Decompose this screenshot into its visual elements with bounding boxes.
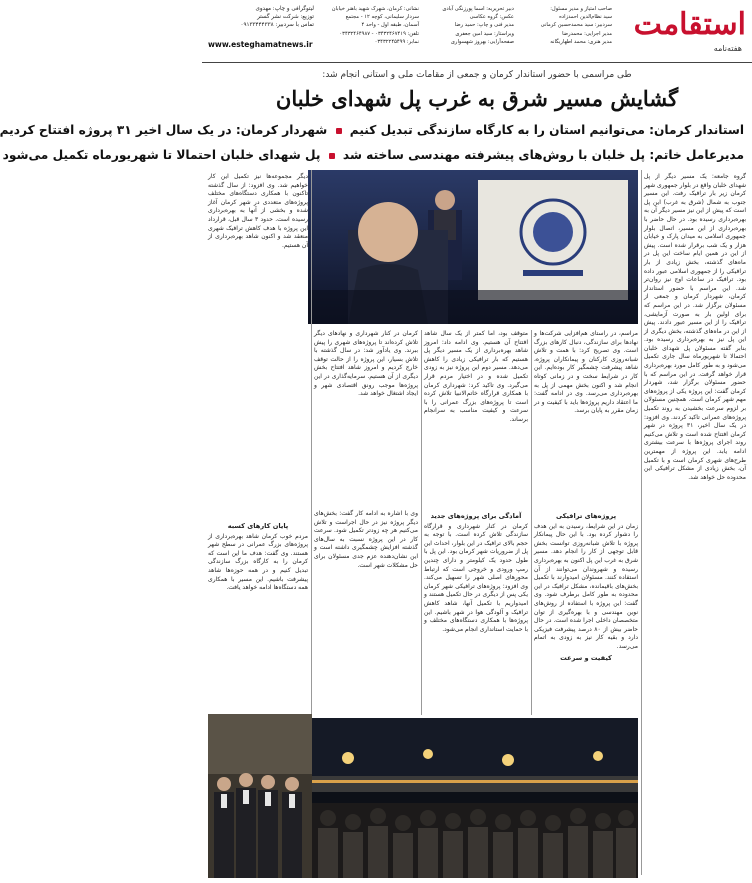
info-line: دبیر تحریریه: اسما پورزنگی آبادی xyxy=(442,6,514,12)
masthead-info-print xyxy=(206,5,314,30)
article-column-5-lower xyxy=(208,520,308,710)
info-line: صاحب امتیاز و مدیر مسئول: xyxy=(550,6,612,12)
article-text: مراسم، در راستای هم‌افزایی شرکت‌ها و نهادها برای سازندگی، دنبال کارهای بزرگ است. وی تصریح کرد: با همت و تلاش شبانه‌روزی کارکنان و پیمانکاران پروژه، شاهد پیشرفت چشمگیر کار بوده‌ایم. این کار در شرایط سخت و در زمانی کوتاه انجام شد و اکنون بخش مهمی از پل به بهره‌برداری می‌رسد. وی در ادامه گفت: ما اعتقاد داریم پروژه‌ها باید با کیفیت و در زمان مقرر به پایان برسد. xyxy=(534,330,638,415)
article-column-4-lower xyxy=(314,510,418,710)
officials-illustration xyxy=(208,714,312,878)
info-line: نشانی: کرمان، شهرک شهید باهنر خیابان xyxy=(331,6,419,12)
info-line: مدیر اجرایی: محمدرضا xyxy=(562,30,612,37)
masthead xyxy=(202,0,752,63)
article-column-3 xyxy=(424,330,528,500)
info-line: ویراستار: سید امین جعفری xyxy=(455,30,514,37)
article-text: مردم خوب کرمان شاهد بهره‌برداری از پروژه‌های بزرگ عمرانی در سطح شهر هستند. وی گفت: هدف ما این است که کرمان را به کارگاه بزرگ سازندگی تبدیل کنیم و در همه حوزه‌ها شاهد پیشرفت باشیم. این مسیر با همکاری همه دستگاه‌ها ادامه خواهد یافت. xyxy=(208,532,308,592)
info-line: لیتوگرافی و چاپ: مهدوی xyxy=(255,6,314,12)
article-column-4 xyxy=(314,330,418,500)
article-column-2 xyxy=(534,330,638,500)
info-line: سید نظام‌الدین احمدزاده xyxy=(559,14,612,21)
masthead-info-staff xyxy=(424,5,514,46)
red-bullet-icon xyxy=(336,128,342,134)
night-crowd-illustration xyxy=(308,718,638,878)
info-line: صفحه‌آرایی: بهروز شهسواری xyxy=(450,38,514,45)
subheadline-governor[interactable]: استاندار کرمان: می‌توانیم استان را به کارگاه سازندگی تبدیل کنیم xyxy=(349,123,744,137)
column-divider xyxy=(311,170,312,715)
red-bullet-icon xyxy=(329,153,335,159)
info-line: مدیر فنی و چاپ: حمید رضا xyxy=(454,22,514,29)
article-text: دیگر مجموعه‌ها نیز تکمیل این کار خواهیم شد. وی افزود: از سال گذشته تاکنون با همکاری دستگاه‌های مختلف پروژه‌های متعددی در شهر کرمان آغاز شده و بخشی از آنها به بهره‌برداری رسیده است. حدود ۳ سال قبل، قرارداد این پروژه با هدف کاهش ترافیک شهری منعقد شد و اکنون شاهد بهره‌برداری از آن هستیم. xyxy=(208,173,308,249)
info-line: عکس: گروه عکاسی xyxy=(469,14,514,21)
logo-subtitle: هفته‌نامه xyxy=(713,44,742,53)
photo-officials-standing[interactable] xyxy=(208,714,312,878)
column-divider xyxy=(421,330,422,715)
info-line: نمابر: ۰۳۴۳۲۲۴۵۴۹۹ xyxy=(374,38,419,45)
article-text: کرمان در کنار شهرداری و نهادهای دیگر تلاش کرده‌اند تا پروژه‌های شهری را پیش ببرند. وی یادآور شد: در سال گذشته با تلاش بسیار، این پروژه را از حالت توقف خارج کردیم و امروز شاهد افتتاح بخش دیگری از آن هستیم. سرمایه‌گذاری در این پروژه‌ها موجب رونق اقتصادی شهر و ایجاد اشتغال خواهد شد. xyxy=(314,330,418,398)
info-line: سردبیر: سید محمدحسین کرمانی xyxy=(540,22,612,29)
article-column-5 xyxy=(208,173,308,513)
subheadline-khatam-ceo[interactable]: مدیرعامل خاتم: پل خلبان با روش‌های پیشرفته مهندسی ساخته شد xyxy=(342,148,744,162)
article-text: وی با اشاره به ادامه کار گفت: بخش‌های دیگر پروژه نیز در حال اجراست و تلاش می‌کنیم هر چه زودتر تکمیل شود. سرعت کار در این پروژه نسبت به سال‌های گذشته افزایش چشمگیری داشته است و این نشان‌دهنده عزم جدی مسئولان برای حل مشکلات شهر است. xyxy=(314,510,418,569)
section-subhead: پروژه‌های ترافیکی xyxy=(555,512,617,520)
info-line: مدیر هنری: محمد اطهاریگانه xyxy=(550,38,612,45)
masthead-info-address xyxy=(319,5,419,46)
info-line: سردار سلیمانی، کوچه ۱۲ - مجتمع xyxy=(345,14,419,21)
info-line: تماس با سردبیر: ۰۹۱۳۳۴۴۴۳۳۸ xyxy=(240,22,314,29)
photo-speaker-at-podium[interactable] xyxy=(308,170,638,324)
logo-text: استقامت xyxy=(633,7,746,42)
article-text: متوقف بود، اما کمتر از یک سال شاهد افتتاح آن هستیم. وی ادامه داد: امروز شاهد بهره‌برداری از یک مسیر دیگر پل هستیم که بار ترافیکی زیادی را کاهش می‌دهد. مسیر دوم این پروژه نیز به زودی تکمیل شده و در اختیار مردم قرار می‌گیرد. وی تاکید کرد: شهرداری کرمان با همکاری قرارگاه خاتم‌الانبیا تلاش کرده است تا پروژه‌های بزرگ عمرانی را با سرعت و کیفیت مناسب به سرانجام برساند. xyxy=(424,330,528,423)
column-divider xyxy=(531,330,532,715)
info-line: تلفن: ۰۳۴۳۲۴۶۷۴۱۹ - ۰۳۴۳۲۴۶۴۹۸۷ xyxy=(339,30,419,37)
info-line: توزیع: شرکت نشر گستر xyxy=(257,14,314,21)
masthead-info-publisher xyxy=(520,5,612,46)
article-text: گروه جامعه: یک مسیر دیگر از پل شهدای خلبان واقع در بلوار جمهوری شهر کرمان زیر بار ترافیک رفت. این مسیر جنوب به شمال (شرق به غرب) این پل است که پیش از این نیز مسیر دیگر آن به بهره‌برداری رسیده بود. در حال حاضر با بهره‌برداری از این مسیر، اتصال بلوار جمهوری اسلامی به میدان پارک و خیابان هزار و یک شب برقرار شده است. پیش از این در همین ایام ساخت این پل در ماه‌های گذشته، بخش زیادی از بار ترافیکی را از جمهوری اسلامی عبور داده بود. ترافیک در ساعات اوج نیز روان‌تر شد. این مراسم با حضور استاندار کرمان، شهردار کرمان و جمعی از مسئولان برگزار شد. در این مراسم که برای اولین بار به صورت آزمایشی، ترافیک را از این مسیر عبور دادند. پیش از این در ماه‌های گذشته، بخش دیگری از این پل نیز به بهره‌برداری رسیده بود. بنابر گفته مسئولان پل شهدای خلبان احتمالا تا شهریورماه سال جاری تکمیل می‌شود و به طور کامل مورد بهره‌برداری قرار خواهد گرفت. در این مراسم که با حضور مسئولان برگزار شد، شهردار کرمان گفت: این پروژه یکی از پروژه‌های مهم شهر کرمان است. همچنین مسئولان بر لزوم سرعت بخشیدن به روند تکمیل پروژه‌های عمرانی تاکید کردند. وی افزود: در یک سال اخیر، ۳۱ پروژه در شهر کرمان افتتاح شده است و تلاش می‌کنیم روند اجرای پروژه‌ها با سرعت بیشتری ادامه یابد. این پروژه از مهمترین طرح‌های شهری کرمان است و با تکمیل آن، بخش زیادی از مشکل ترافیکی این محدوده حل خواهد شد. xyxy=(644,173,746,481)
info-line: آسمان، طبقه اول - واحد ۴ xyxy=(361,22,419,29)
subheadline-completion[interactable]: پل شهدای خلبان احتمالا تا شهریورماه تکمیل می‌شود xyxy=(2,148,321,162)
article-column-1 xyxy=(644,173,746,873)
column-divider xyxy=(641,170,642,875)
speaker-photo-illustration xyxy=(308,170,638,324)
section-subhead: کیفیت و سرعت xyxy=(560,653,612,662)
subheadline-row-1 xyxy=(0,120,744,140)
article-text: کرمان در کنار شهرداری و قرارگاه سازندگی تلاش کرده است. با توجه به حجم بالای ترافیک در این بلوار، احداث این پل از ضروریات شهر کرمان بود. این پل با طول حدود یک کیلومتر و دارای چندین رمپ ورودی و خروجی است که ارتباط محورهای اصلی شهر را تسهیل می‌کند. وی افزود: پروژه‌های ترافیکی شهر کرمان یکی پس از دیگری در حال تکمیل هستند و امیدواریم با تکمیل آنها، شاهد کاهش ترافیک و آلودگی هوا در شهر باشیم. این پروژه‌ها با همکاری دستگاه‌های مختلف و با حمایت استانداری انجام می‌شود. xyxy=(424,522,528,633)
website-link[interactable]: www.esteghamatnews.ir xyxy=(208,40,313,49)
article-text: زمان در این شرایط، رسیدن به این هدف را دشوار کرده بود. با این حال پیمانکار پروژه با تلاش شبانه‌روزی توانست بخش قابل توجهی از کار را انجام دهد. مسیر شرق به غرب این پل اکنون به بهره‌برداری رسیده و شهروندان می‌توانند از آن استفاده کنند. مسئولان امیدوارند با تکمیل بخش‌های باقیمانده، مشکل ترافیک در این محدوده به طور کامل برطرف شود. وی گفت: این پروژه با استفاده از روش‌های نوین مهندسی و با بهره‌گیری از توان متخصصان داخلی اجرا شده است. در حال حاضر بیش از ۸۰ درصد پیشرفت فیزیکی دارد و بقیه کار نیز به زودی به اتمام می‌رسد. xyxy=(534,522,638,650)
newspaper-logo[interactable] xyxy=(626,6,746,52)
subheadline-mayor[interactable]: شهردار کرمان: در یک سال اخیر ۳۱ پروژه افتتاح کردیم xyxy=(0,123,328,137)
main-headline[interactable]: گشایش مسیر شرق به غرب پل شهدای خلبان xyxy=(275,86,679,111)
section-subhead: پایان کارهای کسبه xyxy=(227,522,289,530)
subheadline-row-2 xyxy=(2,145,744,165)
headline-kicker: طی مراسمی با حضور استاندار کرمان و جمعی از مقامات ملی و استانی انجام شد: xyxy=(322,70,632,80)
photo-bridge-night-crowd[interactable] xyxy=(308,718,638,878)
section-subhead: آمادگی برای پروژه‌های جدید xyxy=(430,512,522,520)
